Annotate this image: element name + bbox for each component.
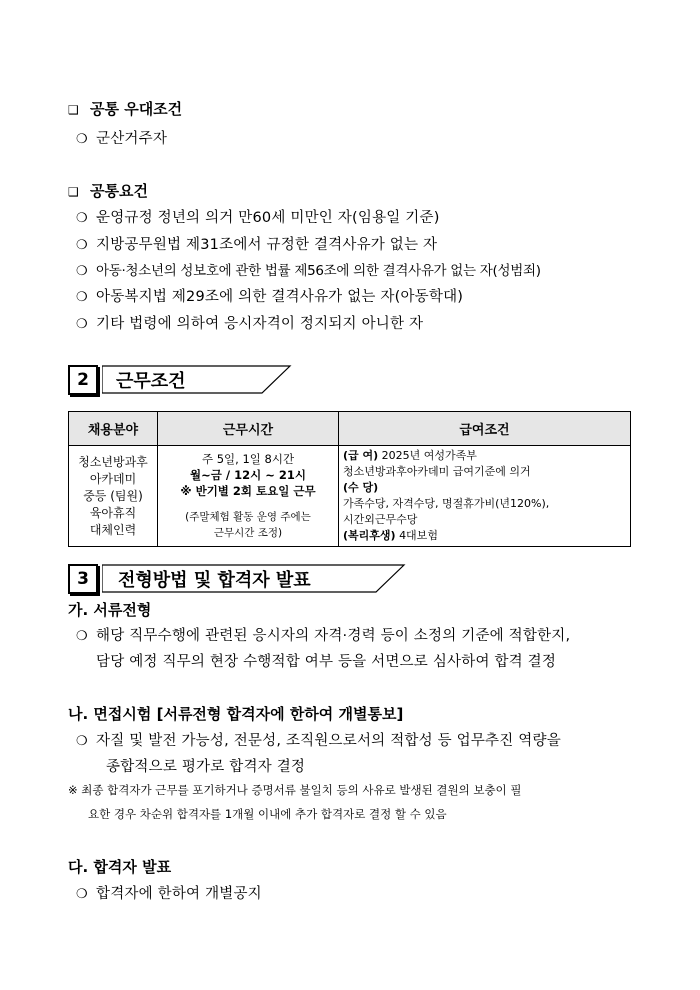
circle-bullet-icon: ❍ (76, 629, 88, 644)
square-bullet-icon: ❑ (68, 103, 79, 117)
common-pref-title: 공통 우대조건 (90, 100, 183, 118)
circle-bullet-icon: ❍ (76, 734, 88, 749)
table-header-row (69, 412, 631, 446)
pay-cell: (급 여) 2025년 여성가족부 청소년방과후아카데미 급여기준에 의거 (수 당) 가족수당, 자격수당, 명절휴가비(년120%), 시간외근무수당 (복리후생) 4대보험 (339, 446, 631, 547)
work-conditions-table (68, 411, 631, 547)
list-item: ❍ 해당 직무수행에 관련된 응시자의 자격·경력 등이 소정의 기준에 적합한지, (76, 628, 571, 644)
list-item: ❍ 기타 법령에 의하여 응시자격이 정지되지 아니한 자 (76, 316, 424, 332)
section-number: 2 (68, 365, 98, 395)
circle-bullet-icon: ❍ (76, 132, 88, 147)
section-title: 근무조건 (116, 371, 186, 392)
list-item: ❍ 운영규정 정년의 의거 만60세 미만인 자(임용일 기준) (76, 210, 440, 226)
common-pref-heading (68, 98, 182, 119)
section-3-header (68, 564, 408, 594)
square-bullet-icon: ❑ (68, 185, 79, 199)
section-number: 3 (68, 564, 98, 594)
list-item: ❍ 자질 및 발전 가능성, 전문성, 조직원으로서의 적합성 등 업무추진 역량을 (76, 733, 561, 749)
subsection-da-title: 다. 합격자 발표 (68, 858, 172, 876)
subsection-ga-title: 가. 서류전형 (68, 601, 152, 619)
common-req-title: 공통요건 (90, 182, 148, 200)
note-line: 요한 경우 차순위 합격자를 1개월 이내에 추가 합격자로 결정 할 수 있음 (88, 807, 447, 821)
header-field: 채용분야 (69, 412, 158, 446)
field-cell: 청소년방과후 아카데미 중등 (팀원) 육아휴직 대체인력 (69, 446, 158, 547)
header-hours: 근무시간 (158, 412, 339, 446)
list-item: ❍ 군산거주자 (76, 131, 168, 147)
header-pay: 급여조건 (339, 412, 631, 446)
circle-bullet-icon: ❍ (76, 264, 88, 279)
section-2-header (68, 365, 298, 395)
circle-bullet-icon: ❍ (76, 211, 88, 226)
list-item-continuation: 담당 예정 직무의 현장 수행적합 여부 등을 서면으로 심사하여 합격 결정 (96, 654, 557, 670)
note-line: ※ 최종 합격자가 근무를 포기하거나 증명서류 불일치 등의 사유로 발생된 결원의 보충이 필 (68, 783, 522, 797)
subsection-na-title: 나. 면접시험 [서류전형 합격자에 한하여 개별통보] (68, 705, 404, 723)
circle-bullet-icon: ❍ (76, 317, 88, 332)
common-req-heading (68, 180, 148, 201)
circle-bullet-icon: ❍ (76, 887, 88, 902)
table-row (69, 446, 631, 547)
list-item: ❍ 합격자에 한하여 개별공지 (76, 886, 262, 902)
circle-bullet-icon: ❍ (76, 290, 88, 305)
circle-bullet-icon: ❍ (76, 238, 88, 253)
list-item: ❍ 아동복지법 제29조에 의한 결격사유가 없는 자(아동학대) (76, 289, 464, 305)
list-item-continuation: 종합적으로 평가로 합격자 결정 (106, 759, 306, 775)
hours-cell: 주 5일, 1일 8시간 월~금 / 12시 ~ 21시 ※ 반기별 2회 토요일 근무 (주말체험 활동 운영 주에는 근무시간 조정) (158, 446, 339, 547)
list-item: ❍ 지방공무원법 제31조에서 규정한 결격사유가 없는 자 (76, 237, 438, 253)
section-title: 전형방법 및 합격자 발표 (118, 570, 311, 591)
list-item: ❍ 아동·청소년의 성보호에 관한 법률 제56조에 의한 결격사유가 없는 자(성범죄) (76, 263, 541, 279)
